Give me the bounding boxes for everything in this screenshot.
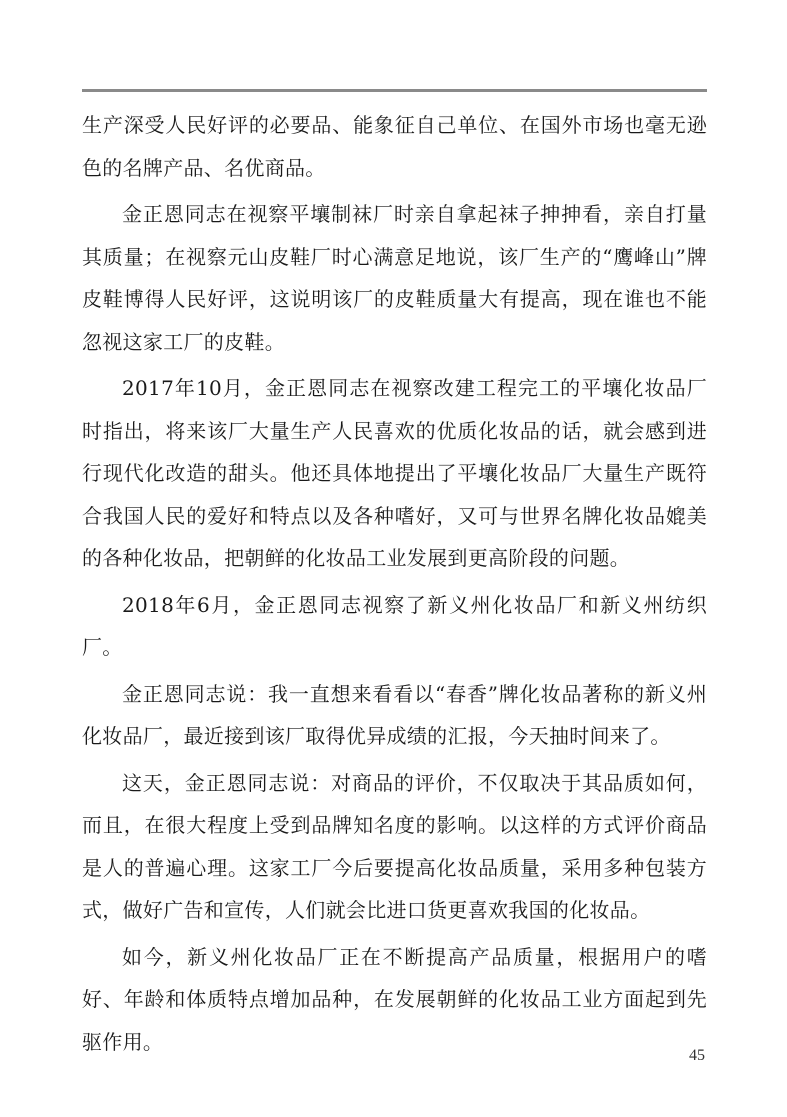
paragraph-6: 这天，金正恩同志说：对商品的评价，不仅取决于其品质如何，而且，在很大程度上受到品牌知名度的影响。以这样的方式评价商品是人的普遍心理。这家工厂今后要提高化妆品质量，采用多种包装方式，做好广告和宣传，人们就会比进口货更喜欢我国的化妆品。 <box>82 770 707 922</box>
page-number: 45 <box>689 1047 705 1064</box>
header-rule <box>82 89 707 92</box>
body-text <box>82 104 707 1067</box>
paragraph-3: 2017年10月，金正恩同志在视察改建工程完工的平壤化妆品厂时指出，将来该厂大量生产人民喜欢的优质化妆品的话，就会感到进行现代化改造的甜头。他还具体地提出了平壤化妆品厂大量生产既符合我国人民的爱好和特点以及各种嗜好，又可与世界名牌化妆品媲美的各种化妆品，把朝鲜的化妆品工业发展到更高阶段的问题。 <box>82 376 707 570</box>
paragraph-7: 如今，新义州化妆品厂正在不断提高产品质量，根据用户的嗜好、年龄和体质特点增加品种，在发展朝鲜的化妆品工业方面起到先驱作用。 <box>82 944 707 1054</box>
paragraph-5: 金正恩同志说：我一直想来看看以“春香”牌化妆品著称的新义州化妆品厂，最近接到该厂取得优异成绩的汇报，今天抽时间来了。 <box>82 681 707 748</box>
paragraph-4: 2018年6月，金正恩同志视察了新义州化妆品厂和新义州纺织厂。 <box>82 592 707 659</box>
paragraph-1: 生产深受人民好评的必要品、能象征自己单位、在国外市场也毫无逊色的名牌产品、名优商品。 <box>82 113 707 180</box>
paragraph-2: 金正恩同志在视察平壤制袜厂时亲自拿起袜子抻抻看，亲自打量其质量；在视察元山皮鞋厂时心满意足地说，该厂生产的“鹰峰山”牌皮鞋博得人民好评，这说明该厂的皮鞋质量大有提高，现在谁也不能忽视这家工厂的皮鞋。 <box>82 202 707 354</box>
